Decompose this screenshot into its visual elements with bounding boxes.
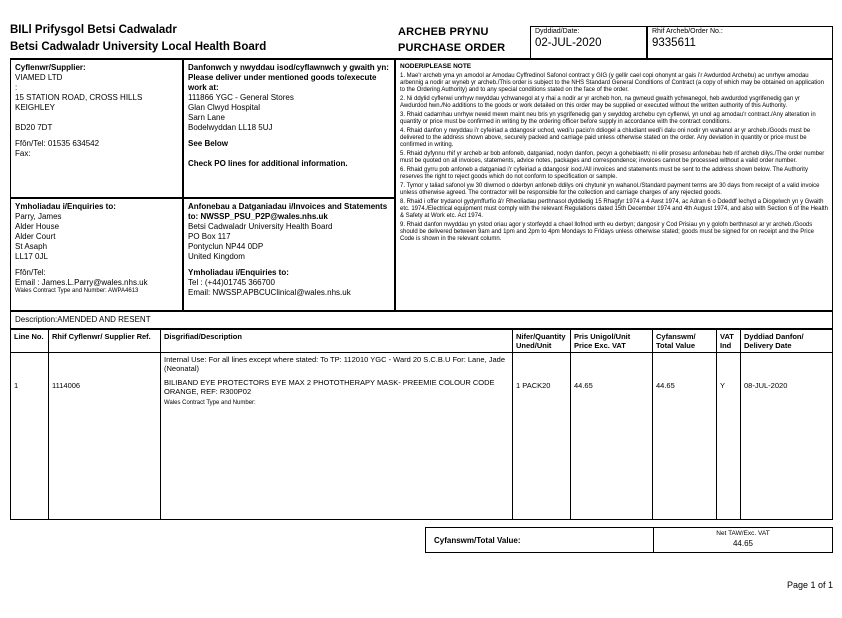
notes-title: NODER/PLEASE NOTE — [400, 63, 472, 70]
invoices-label-line2: to: NWSSP_PSU_P2P@wales.nhs.uk — [188, 212, 328, 221]
supplier-phone: Ffôn/Tel: 01535 634542 — [15, 139, 100, 148]
description-row: Description:AMENDED AND RESENT — [10, 311, 833, 329]
supplier-label: Cyflenwr/Supplier: — [15, 63, 86, 72]
invoices-address-line: PO Box 117 — [188, 232, 231, 241]
invoices-address-line: United Kingdom — [188, 252, 245, 261]
cell-delivery-date: 08-JUL-2020 — [744, 381, 788, 390]
supplier-name: VIAMED LTD — [15, 73, 63, 82]
header-total-value: Cyfanswm/ Total Value — [653, 330, 717, 352]
note-item: 5. Rhaid dyfynnu rhif yr archeb ar bob anfoneb, datganiad, nodyn danfon, pecyn a gohebiaeth; ni ellir prosesu anfonebau heb rif archeb dilys./The order number must be quoted on all invoices, statements, advice notes, packages and correspondence; invoices cannot be processed without a valid order number. — [400, 151, 825, 164]
invoices-box — [183, 198, 395, 311]
invoices-enquiries-label: Ymholiadau i/Enquiries to: — [188, 268, 289, 277]
order-date-box — [530, 26, 647, 59]
enquiries-email: Email : James.L.Parry@wales.nhs.uk — [15, 278, 148, 287]
supplier-box — [10, 59, 183, 198]
invoices-address-line: Pontyclun NP44 0DP — [188, 242, 264, 251]
note-item: 4. Rhaid danfon y nwyddau i'r cyfeiriad a ddangosir uchod, wedi'u pacio'n ddiogel a chludiant wedi'i dalu oni nodir yn wahanol ar yr archeb./Goods must be delivered to the address shown above, securely packed and carriage paid unless otherwise stated on the order. Any deviation in quantity or price must be confirmed in writing. — [400, 128, 811, 148]
delivery-check-note: Check PO lines for additional information. — [188, 159, 348, 168]
org-name-english: Betsi Cadwaladr University Local Health Board — [10, 41, 267, 53]
cell-vat-ind: Y — [717, 353, 741, 519]
enquiries-address-line: Alder House — [15, 222, 60, 231]
supplier-address-line: : — [15, 83, 18, 92]
supplier-address-line: KEIGHLEY — [15, 103, 56, 112]
note-item: 1. Mae'r archeb yma yn amodol ar Amodau Cyffredinol Safonol contract y GIG (y gellir cael copi ohonynt ar gais i'r Awdurdod Archebu) ac unrhyw amodau arbennig a nodir ar wyneb yr archeb./This order is subject to the NHS Standard General Conditions of Contract (a copy of which may be obtained on application to the Ordering Authority) and to any special conditions stated on the face of the order. — [400, 73, 824, 93]
note-item: 7. Tymor y taliad safonol yw 30 diwrnod o dderbyn anfoneb ddilys oni chytunir yn wahanol./Standard payment terms are 30 days from receipt of a valid invoice unless otherwise agreed. The contractor will be responsible for the collection and carriage charges of any rejected goods. — [400, 183, 820, 196]
supplier-fax: Fax: — [15, 149, 31, 158]
totals-label: Cyfanswm/Total Value: — [426, 528, 654, 552]
invoices-tel: Tel : (+44)01745 366700 — [188, 278, 275, 287]
notes-box — [395, 59, 833, 311]
enquiries-contact-name: Parry, James — [15, 212, 62, 221]
supplier-address-line: 15 STATION ROAD, CROSS HILLS — [15, 93, 143, 102]
line-items-table — [10, 329, 833, 520]
header-supplier-ref: Rhif Cyflenwr/ Supplier Ref. — [49, 330, 161, 352]
totals-net-label: Net TAW/Exc. VAT — [716, 530, 770, 537]
delivery-see-below: See Below — [188, 139, 229, 148]
invoices-label-line1: Anfonebau a Datganiadau i/Invoices and Statements — [188, 202, 388, 211]
enquiries-address-line: Alder Court — [15, 232, 56, 241]
note-item: 6. Rhaid gyrru pob anfoneb a datganiad i'r cyfeiriad a ddangosir isod./All invoices and statements must be sent to the address shown below. The Authority reserves the right to reject goods which do not conform to specification or sample. — [400, 167, 808, 180]
delivery-box — [183, 59, 395, 198]
table-header-row — [11, 330, 832, 353]
supplier-postcode: BD20 7DT — [15, 123, 53, 132]
header-line-no: Line No. — [11, 330, 49, 352]
header-unit-price: Pris Unigol/Unit Price Exc. VAT — [571, 330, 653, 352]
delivery-address-line: Sarn Lane — [188, 113, 225, 122]
delivery-label-welsh: Danfonwch y nwyddau isod/cyflawnwch y gwaith yn: — [188, 63, 389, 72]
item-description: BILIBAND EYE PROTECTORS EYE MAX 2 PHOTOTHERAPY MASK- PREEMIE COLOUR CODE ORANGE, REF: R300P02 — [164, 378, 495, 396]
cell-description — [161, 353, 513, 519]
totals-net — [654, 528, 832, 552]
cell-total-value: 44.65 — [653, 353, 717, 519]
note-item: 2. Ni ddylid cyflenwi unrhyw nwyddau ychwanegol at y rhai a nodir ar yr archeb hon, na gwneud gwaith ychwanegol, heb awdurdod ysgrifenedig gan yr Awdurdod hwn./No additions to the goods or work detailed on this order may be supplied or executed without the written authority of this Authority. — [400, 96, 800, 109]
delivery-label-english: Please deliver under mentioned goods to/execute work at: — [188, 73, 377, 92]
totals-box — [425, 527, 833, 553]
delivery-address-line: Bodelwyddan LL18 5UJ — [188, 123, 273, 132]
item-internal-use: Internal Use: For all lines except where stated: To TP: 112010 YGC - Ward 20 S.C.B.U For: Lane, Jade (Neonatal) — [164, 355, 506, 373]
invoices-email: Email: NWSSP.APBCUClinical@wales.nhs.uk — [188, 288, 351, 297]
note-item: 3. Rhaid cadarnhau unrhyw newid mewn maint neu bris yn ysgrifenedig gan y swyddog archebu cyn cyflenwi, yn unol ag amodau'r contract./Any alteration in quantity or price must be confirmed in writing by the ordering officer before supply in accordance with the contract conditions. — [400, 112, 816, 125]
delivery-address-line: Glan Clwyd Hospital — [188, 103, 261, 112]
header-description: Disgrifiad/Description — [161, 330, 513, 352]
cell-unit-price: 44.65 — [571, 353, 653, 519]
order-date-value: 02-JUL-2020 — [535, 37, 602, 49]
enquiries-phone: Ffôn/Tel: — [15, 268, 46, 277]
cell-quantity: 1 PACK20 — [513, 353, 571, 519]
order-number-label: Rhif Archeb/Order No.: — [652, 28, 723, 35]
page-number: Page 1 of 1 — [786, 580, 833, 590]
header-quantity: Nifer/Quantity Uned/Unit — [513, 330, 571, 352]
supplier-address-line — [15, 113, 178, 123]
enquiries-postcode: LL17 0JL — [15, 252, 48, 261]
doc-title-english: PURCHASE ORDER — [398, 42, 506, 54]
enquiries-address-line: St Asaph — [15, 242, 48, 251]
order-number-box — [647, 26, 833, 59]
note-item: 9. Rhaid danfon nwyddau yn ystod oriau agor y storfeydd a chael llofnod wrth eu derbyn; dangosir y Cod Prisiau yn y golofn berthnasol ar yr archeb./Goods should be delivered between 9am and 1pm and 2pm to 4pm Mondays to Fridays unless otherwise stated; goods must be signed for on receipt and the Price Code is shown in the relevant column. — [400, 222, 814, 242]
org-name-welsh: BILl Prifysgol Betsi Cadwaladr — [10, 24, 177, 36]
order-date-label: Dyddiad/Date: — [535, 28, 580, 35]
cell-line-no: 1 — [11, 353, 49, 519]
header-delivery-date: Dyddiad Danfon/ Delivery Date — [744, 332, 804, 350]
order-number-value: 9335611 — [652, 37, 696, 49]
enquiries-contract-note: Wales Contract Type and Number: AWPA4613 — [15, 288, 139, 294]
header-vat-ind: VAT Ind — [717, 330, 741, 352]
delivery-address-line: 111866 YGC - General Stores — [188, 93, 294, 102]
cell-supplier-ref: 1114006 — [49, 353, 161, 519]
enquiries-label: Ymholiadau i/Enquiries to: — [15, 202, 116, 211]
enquiries-box — [10, 198, 183, 311]
totals-net-value: 44.65 — [732, 539, 754, 548]
item-contract-note: Wales Contract Type and Number: — [164, 400, 256, 406]
note-item: 8. Rhaid i offer trydanol gydymffurfio â'r Rheoliadau perthnasol dyddiedig 15 Rhagfyr 1974 a 4 Awst 1974, ac Adran 6 o Ddeddf Iechyd a Diogelwch yn y Gwaith etc. 1974./Electrical equipment must comply with the relevant Regulations dated 15th December 1974 and 4th August 1974, and also with Section 6 of the Health & Safety at Work etc. Act 1974. — [400, 199, 828, 219]
doc-title-welsh: ARCHEB PRYNU — [398, 26, 489, 38]
invoices-address-line: Betsi Cadwaladr University Health Board — [188, 222, 333, 231]
table-row — [11, 353, 832, 519]
